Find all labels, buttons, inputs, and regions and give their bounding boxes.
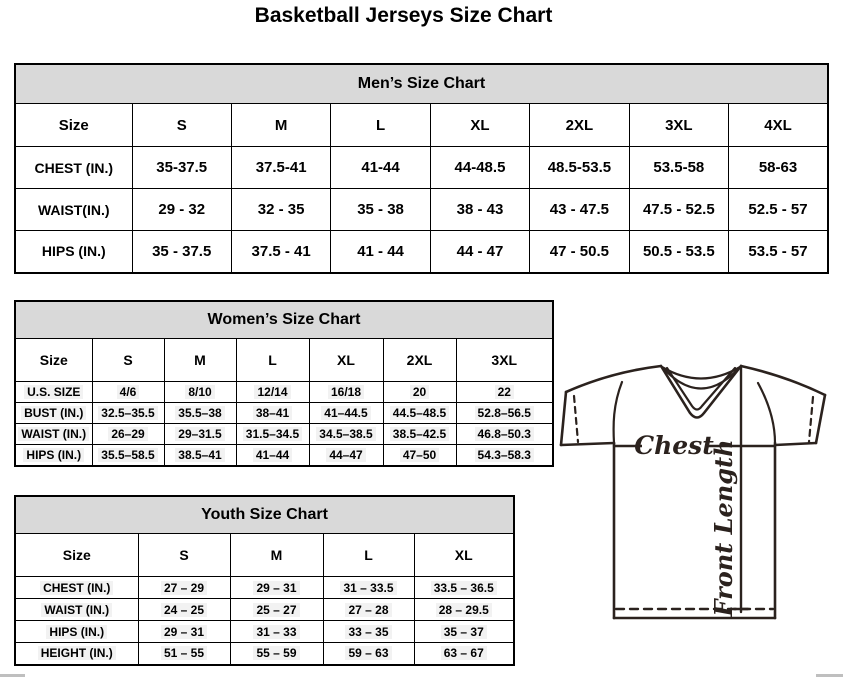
size-value-cell: 47.5 - 52.5 xyxy=(629,189,728,231)
row-label: WAIST(IN.) xyxy=(15,189,132,231)
highlighted-value: 55 – 59 xyxy=(253,646,299,660)
highlighted-value: 29 – 31 xyxy=(253,581,299,595)
womens-table-body xyxy=(15,382,553,466)
highlighted-value: 33.5 – 36.5 xyxy=(431,581,497,595)
size-value-cell xyxy=(92,382,164,403)
size-value-cell xyxy=(164,445,236,466)
highlighted-value: WAIST (IN.) xyxy=(18,427,89,441)
size-value-cell: 35-37.5 xyxy=(132,147,231,189)
size-value-cell xyxy=(309,403,383,424)
size-value-cell xyxy=(456,403,553,424)
highlighted-value: 27 – 29 xyxy=(161,581,207,595)
row-label xyxy=(15,643,138,665)
youth-column-header-row xyxy=(15,534,514,577)
page-title: Basketball Jerseys Size Chart xyxy=(254,4,553,27)
highlighted-value: 20 xyxy=(410,385,429,399)
highlighted-value: 41–44 xyxy=(253,448,292,462)
size-value-cell: 35 - 38 xyxy=(331,189,430,231)
column-header: Size xyxy=(15,534,138,577)
womens-size-chart-table xyxy=(14,300,554,467)
mens-size-chart-table xyxy=(14,63,829,274)
highlighted-value: 34.5–38.5 xyxy=(316,427,375,441)
size-value-cell xyxy=(383,424,456,445)
size-value-cell xyxy=(138,621,230,643)
highlighted-value: 32.5–35.5 xyxy=(98,406,157,420)
column-header: Size xyxy=(15,104,132,147)
highlighted-value: HIPS (IN.) xyxy=(23,448,84,462)
size-value-cell: 43 - 47.5 xyxy=(530,189,629,231)
highlighted-value: 51 – 55 xyxy=(161,646,207,660)
row-label xyxy=(15,445,92,466)
size-value-cell xyxy=(309,382,383,403)
size-value-cell: 37.5-41 xyxy=(231,147,330,189)
column-header: M xyxy=(230,534,323,577)
row-label xyxy=(15,403,92,424)
size-value-cell xyxy=(414,577,514,599)
table-row xyxy=(15,424,553,445)
table-row xyxy=(15,621,514,643)
size-value-cell: 37.5 - 41 xyxy=(231,231,330,273)
size-value-cell: 44-48.5 xyxy=(430,147,529,189)
size-value-cell: 44 - 47 xyxy=(430,231,529,273)
column-header: L xyxy=(236,339,309,382)
size-value-cell: 58-63 xyxy=(729,147,828,189)
size-value-cell: 47 - 50.5 xyxy=(530,231,629,273)
highlighted-value: 59 – 63 xyxy=(345,646,391,660)
size-value-cell: 48.5-53.5 xyxy=(530,147,629,189)
partial-bottom-left-bar xyxy=(0,674,25,677)
size-value-cell: 53.5-58 xyxy=(629,147,728,189)
womens-column-header-row xyxy=(15,339,553,382)
highlighted-value: 26–29 xyxy=(108,427,147,441)
size-value-cell: 32 - 35 xyxy=(231,189,330,231)
table-row xyxy=(15,231,828,273)
front-length-label: Front Length xyxy=(709,439,738,617)
youth-table-body xyxy=(15,577,514,665)
column-header: S xyxy=(132,104,231,147)
table-row xyxy=(15,147,828,189)
size-value-cell xyxy=(323,643,414,665)
highlighted-value: 25 – 27 xyxy=(253,603,299,617)
column-header: L xyxy=(331,104,430,147)
size-value-cell: 29 - 32 xyxy=(132,189,231,231)
highlighted-value: U.S. SIZE xyxy=(24,385,83,399)
highlighted-value: 12/14 xyxy=(254,385,290,399)
size-value-cell xyxy=(92,445,164,466)
mens-table-title: Men’s Size Chart xyxy=(15,64,828,104)
size-value-cell: 35 - 37.5 xyxy=(132,231,231,273)
partial-bottom-right-bar xyxy=(816,674,843,677)
row-label xyxy=(15,599,138,621)
size-value-cell xyxy=(138,599,230,621)
highlighted-value: 63 – 67 xyxy=(441,646,487,660)
size-value-cell xyxy=(456,445,553,466)
highlighted-value: 41–44.5 xyxy=(321,406,370,420)
row-label xyxy=(15,424,92,445)
column-header: 3XL xyxy=(456,339,553,382)
size-value-cell xyxy=(323,577,414,599)
size-value-cell: 41 - 44 xyxy=(331,231,430,273)
column-header: Size xyxy=(15,339,92,382)
row-label: CHEST (IN.) xyxy=(15,147,132,189)
size-value-cell xyxy=(309,424,383,445)
highlighted-value: 16/18 xyxy=(328,385,364,399)
highlighted-value: 44–47 xyxy=(326,448,365,462)
highlighted-value: 35.5–38 xyxy=(175,406,224,420)
size-value-cell xyxy=(230,643,323,665)
highlighted-value: 29 – 31 xyxy=(161,625,207,639)
highlighted-value: 22 xyxy=(495,385,514,399)
highlighted-value: 35 – 37 xyxy=(441,625,487,639)
highlighted-value: 29–31.5 xyxy=(175,427,224,441)
size-value-cell xyxy=(230,621,323,643)
column-header: 3XL xyxy=(629,104,728,147)
table-row xyxy=(15,403,553,424)
column-header: L xyxy=(323,534,414,577)
row-label: HIPS (IN.) xyxy=(15,231,132,273)
size-value-cell xyxy=(164,382,236,403)
size-value-cell: 53.5 - 57 xyxy=(729,231,828,273)
size-value-cell xyxy=(138,643,230,665)
highlighted-value: 31 – 33.5 xyxy=(340,581,396,595)
table-row xyxy=(15,577,514,599)
size-value-cell xyxy=(456,424,553,445)
highlighted-value: 24 – 25 xyxy=(161,603,207,617)
womens-table-title: Women’s Size Chart xyxy=(15,301,553,339)
table-row xyxy=(15,445,553,466)
size-value-cell xyxy=(230,577,323,599)
highlighted-value: 35.5–58.5 xyxy=(98,448,157,462)
size-value-cell xyxy=(414,621,514,643)
column-header: M xyxy=(164,339,236,382)
column-header: XL xyxy=(309,339,383,382)
highlighted-value: 28 – 29.5 xyxy=(436,603,492,617)
highlighted-value: 31.5–34.5 xyxy=(243,427,302,441)
row-label xyxy=(15,621,138,643)
row-label xyxy=(15,577,138,599)
highlighted-value: 38–41 xyxy=(253,406,292,420)
highlighted-value: 44.5–48.5 xyxy=(390,406,449,420)
row-label xyxy=(15,382,92,403)
size-value-cell xyxy=(383,382,456,403)
highlighted-value: 33 – 35 xyxy=(345,625,391,639)
size-value-cell xyxy=(236,424,309,445)
size-value-cell: 50.5 - 53.5 xyxy=(629,231,728,273)
size-value-cell xyxy=(414,643,514,665)
jersey-measurement-diagram xyxy=(556,350,838,635)
size-value-cell xyxy=(323,599,414,621)
size-value-cell xyxy=(164,403,236,424)
table-row xyxy=(15,643,514,665)
mens-column-header-row xyxy=(15,104,828,147)
column-header: 2XL xyxy=(530,104,629,147)
highlighted-value: BUST (IN.) xyxy=(21,406,86,420)
table-row xyxy=(15,382,553,403)
size-value-cell xyxy=(236,382,309,403)
column-header: 2XL xyxy=(383,339,456,382)
size-value-cell: 52.5 - 57 xyxy=(729,189,828,231)
size-value-cell xyxy=(456,382,553,403)
size-value-cell xyxy=(323,621,414,643)
size-value-cell xyxy=(236,403,309,424)
column-header: S xyxy=(92,339,164,382)
size-value-cell: 38 - 43 xyxy=(430,189,529,231)
highlighted-value: 31 – 33 xyxy=(253,625,299,639)
highlighted-value: HEIGHT (IN.) xyxy=(38,646,116,660)
size-value-cell xyxy=(309,445,383,466)
size-value-cell xyxy=(414,599,514,621)
highlighted-value: 38.5–42.5 xyxy=(390,427,449,441)
size-value-cell xyxy=(138,577,230,599)
column-header: M xyxy=(231,104,330,147)
youth-table-title: Youth Size Chart xyxy=(15,496,514,534)
highlighted-value: 52.8–56.5 xyxy=(475,406,534,420)
highlighted-value: 46.8–50.3 xyxy=(475,427,534,441)
size-value-cell xyxy=(92,403,164,424)
chest-label: Chest xyxy=(634,431,714,460)
size-value-cell: 41-44 xyxy=(331,147,430,189)
size-value-cell xyxy=(383,403,456,424)
column-header: S xyxy=(138,534,230,577)
table-row xyxy=(15,189,828,231)
youth-size-chart-table xyxy=(14,495,515,666)
highlighted-value: HIPS (IN.) xyxy=(46,625,107,639)
size-value-cell xyxy=(236,445,309,466)
highlighted-value: 38.5–41 xyxy=(175,448,224,462)
size-value-cell xyxy=(383,445,456,466)
size-value-cell xyxy=(164,424,236,445)
highlighted-value: 47–50 xyxy=(400,448,439,462)
column-header: 4XL xyxy=(729,104,828,147)
mens-table-body xyxy=(15,147,828,273)
highlighted-value: 8/10 xyxy=(185,385,214,399)
highlighted-value: CHEST (IN.) xyxy=(40,581,113,595)
highlighted-value: 27 – 28 xyxy=(345,603,391,617)
column-header: XL xyxy=(430,104,529,147)
column-header: XL xyxy=(414,534,514,577)
table-row xyxy=(15,599,514,621)
highlighted-value: 4/6 xyxy=(117,385,140,399)
size-value-cell xyxy=(92,424,164,445)
highlighted-value: 54.3–58.3 xyxy=(475,448,534,462)
size-value-cell xyxy=(230,599,323,621)
highlighted-value: WAIST (IN.) xyxy=(41,603,112,617)
